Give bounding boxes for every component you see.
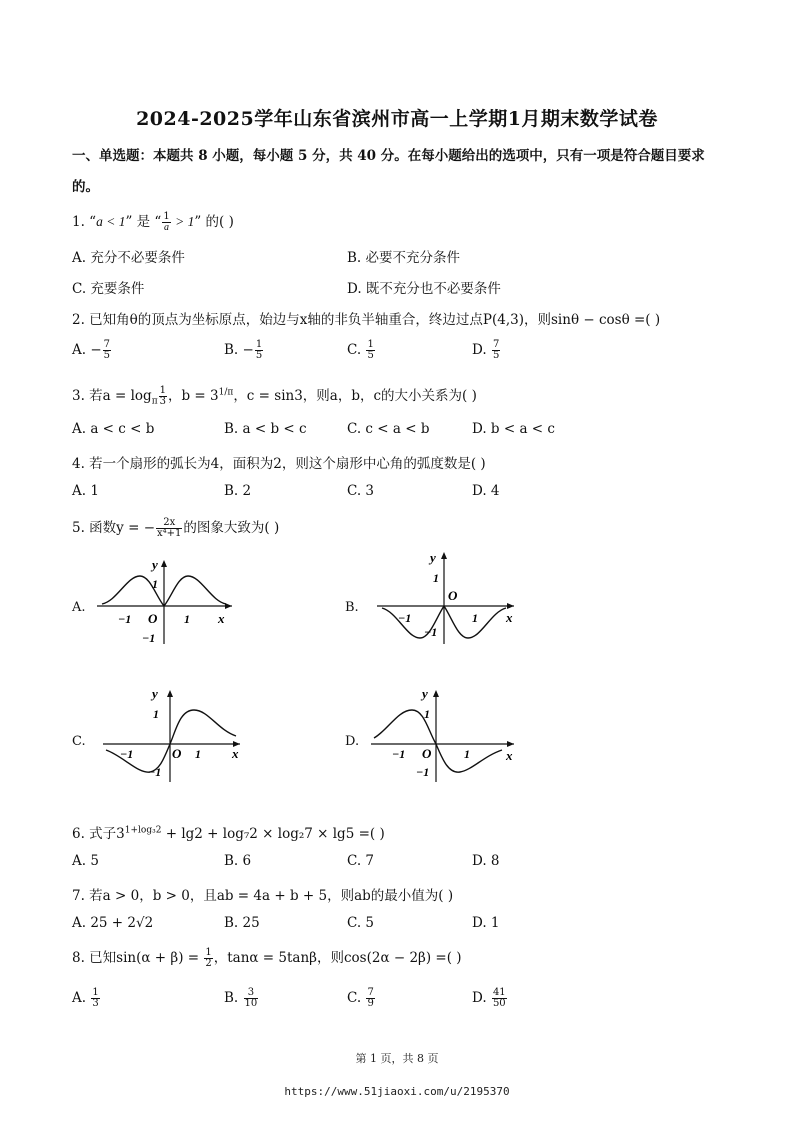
q3-option-a: A. a < c < b [72, 421, 155, 437]
graph-a-x-arrow [225, 603, 232, 609]
question-8 [72, 946, 462, 969]
q2-a-num: 7 [103, 339, 111, 350]
q8-frac-num: 1 [205, 947, 212, 958]
q1-text-pre: 1. “ [72, 214, 97, 230]
graph-b-x-arrow [507, 603, 514, 609]
question-4: 4. 若一个扇形的弧长为4，面积为2，则这个扇形中心角的弧度数是( ) [72, 456, 486, 472]
graph-c-y-label: y [152, 686, 158, 701]
graph-c-y-arrow [167, 690, 173, 697]
graph-d-x-label: x [506, 748, 513, 763]
graph-b [372, 546, 522, 646]
graph-a-y-label: y [152, 557, 158, 572]
q8-d-den: 50 [492, 998, 506, 1009]
graph-label-c: C. [72, 734, 86, 749]
q7-option-a: A. 25 + 2√2 [72, 915, 154, 931]
q8-a-den: 3 [92, 998, 99, 1009]
q4-option-c: C. 3 [347, 483, 375, 499]
q8-d-label: D. [472, 990, 491, 1006]
q8-b-frac [244, 988, 259, 1009]
q3-frac-num: 1 [159, 385, 166, 396]
q2-d-num: 7 [492, 339, 500, 350]
q4-option-a: A. 1 [72, 483, 99, 499]
section-header-line2: 的。 [72, 179, 99, 195]
graph-label-b: B. [345, 600, 359, 615]
q2-d-frac [492, 340, 500, 361]
q5-frac-num: 2x [156, 518, 182, 529]
q7-option-d: D. 1 [472, 915, 500, 931]
q2-b-label: B. − [224, 342, 254, 358]
section-header-line1: 一、单选题：本题共 8 小题，每小题 5 分，共 40 分。在每小题给出的选项中，只有一项是符合题目要求 [72, 148, 705, 164]
question-6 [72, 822, 385, 842]
q8-c-frac [366, 988, 374, 1009]
graph-d-x-one: 1 [464, 747, 470, 761]
graph-c-x-label: x [232, 746, 239, 761]
q4-option-d: D. 4 [472, 483, 500, 499]
q8-c-num: 7 [367, 987, 374, 998]
graph-b-y-label: y [430, 550, 436, 565]
q1-condition: a < 1 [96, 214, 126, 229]
q6-text-post: + lg2 + log₇2 × log₂7 × lg5 =( ) [161, 826, 385, 842]
graph-d-y-one: 1 [424, 707, 430, 721]
q2-b-den: 5 [255, 350, 263, 361]
q8-b-num: 3 [244, 988, 259, 999]
q3-fraction [159, 386, 167, 407]
q2-a-label: A. − [72, 342, 102, 358]
graph-a-x-neg-one: −1 [118, 612, 132, 626]
q8-a-num: 1 [92, 987, 99, 998]
q7-option-b: B. 25 [224, 915, 260, 931]
q2-option-a [72, 340, 112, 361]
q2-b-frac [255, 340, 263, 361]
q1-option-b: B. 必要不充分条件 [347, 250, 461, 266]
graph-d-y-arrow [433, 690, 439, 697]
q8-d-num: 41 [492, 987, 506, 998]
q5-text-pre: 5. 函数y = − [72, 520, 156, 536]
question-7: 7. 若a > 0，b > 0，且ab = 4a + b + 5，则ab的最小值为( ) [72, 888, 454, 904]
q2-c-den: 5 [367, 350, 374, 361]
q8-b-label: B. [224, 990, 243, 1006]
graph-a-y-arrow [161, 560, 167, 567]
q3-option-b: B. a < b < c [224, 421, 307, 437]
q7-option-c: C. 5 [347, 915, 375, 931]
graph-b-y-arrow [441, 552, 447, 559]
graph-c-x-neg-one: −1 [120, 747, 134, 761]
q3-text-mid: ，b = 3 [168, 388, 219, 404]
graph-b-y-neg-one: −1 [424, 625, 438, 639]
page-footer: 第 1 页，共 8 页 [355, 1052, 439, 1065]
q8-a-frac [91, 988, 99, 1009]
q6-option-d: D. 8 [472, 853, 500, 869]
q5-text-post: 的图象大致为( ) [183, 520, 280, 536]
q2-option-b [224, 340, 264, 361]
q8-d-frac [492, 988, 507, 1009]
q5-frac-den: x⁴+1 [157, 528, 182, 539]
q3-frac-den: 3 [159, 396, 166, 407]
graph-a-origin: O [148, 611, 158, 626]
graph-d-curve [374, 710, 502, 772]
q8-c-label: C. [347, 990, 366, 1006]
graph-b-x-neg-one: −1 [398, 611, 412, 625]
q3-log-base: π [151, 396, 158, 407]
q1-frac-num: 1 [163, 211, 170, 222]
graph-a-y-neg-one: −1 [142, 631, 156, 645]
q4-option-b: B. 2 [224, 483, 252, 499]
graph-d [366, 684, 522, 784]
graph-c-y-one: 1 [153, 707, 159, 721]
q2-a-frac [103, 340, 111, 361]
q3-text-post: ，c = sin3，则a，b，c的大小关系为( ) [233, 388, 477, 404]
watermark-url: https://www.51jiaoxi.com/u/2195370 [284, 1085, 510, 1098]
graph-a-x-one: 1 [184, 612, 190, 626]
graph-c [98, 684, 248, 784]
graph-d-y-label: y [422, 686, 428, 701]
graph-label-d: D. [345, 734, 360, 749]
q3-option-d: D. b < a < c [472, 421, 555, 437]
q1-option-d: D. 既不充分也不必要条件 [347, 281, 501, 297]
q1-option-a: A. 充分不必要条件 [72, 250, 185, 266]
q1-gt: > 1 [171, 214, 195, 229]
q8-c-den: 9 [367, 998, 374, 1009]
q8-text-pre: 8. 已知sin(α + β) = [72, 950, 204, 966]
graph-label-a: A. [72, 600, 86, 615]
q6-option-b: B. 6 [224, 853, 252, 869]
q3-text-pre: 3. 若a = log [72, 388, 152, 404]
q8-option-b [224, 988, 259, 1009]
q8-fraction [204, 948, 212, 969]
q2-d-label: D. [472, 342, 491, 358]
q2-d-den: 5 [492, 350, 500, 361]
graph-b-x-one: 1 [472, 611, 478, 625]
q8-option-d [472, 988, 508, 1009]
q6-exponent: 1+log₃2 [124, 825, 162, 836]
graph-d-x-arrow [507, 741, 514, 747]
q6-option-c: C. 7 [347, 853, 375, 869]
q8-option-c [347, 988, 376, 1009]
q2-c-frac [366, 340, 374, 361]
q6-option-a: A. 5 [72, 853, 99, 869]
graph-d-y-neg-one: −1 [416, 765, 430, 779]
question-1 [72, 210, 234, 233]
q8-option-a [72, 988, 101, 1009]
question-3 [72, 384, 477, 407]
page-title: 2024-2025学年山东省滨州市高一上学期1月期末数学试卷 [136, 108, 658, 130]
question-5 [72, 516, 279, 539]
q8-a-label: A. [72, 990, 91, 1006]
q2-b-num: 1 [255, 339, 263, 350]
q1-frac-den: a [164, 222, 170, 233]
q2-option-d [472, 340, 501, 361]
graph-d-origin: O [422, 746, 432, 761]
q3-option-c: C. c < a < b [347, 421, 430, 437]
graph-c-y-neg-one: −1 [148, 765, 162, 779]
graph-b-y-one: 1 [433, 571, 439, 585]
q8-b-den: 10 [244, 998, 258, 1009]
q1-text-mid: ” 是 “ [125, 214, 162, 230]
q8-text-post: ，tanα = 5tanβ，则cos(2α − 2β) =( ) [213, 950, 462, 966]
q8-frac-den: 2 [205, 958, 212, 969]
graph-c-x-one: 1 [195, 747, 201, 761]
graph-a-x-label: x [218, 611, 225, 626]
q5-fraction [156, 518, 182, 539]
q2-a-den: 5 [103, 350, 111, 361]
graph-a [92, 556, 242, 646]
graph-d-x-neg-one: −1 [392, 747, 406, 761]
q3-exponent: 1/π [218, 387, 234, 398]
graph-b-origin: O [448, 588, 458, 603]
graph-c-curve [106, 710, 236, 772]
q2-c-label: C. [347, 342, 366, 358]
q1-fraction [162, 212, 170, 233]
q6-text-pre: 6. 式子3 [72, 826, 125, 842]
q1-text-post: ” 的( ) [194, 214, 234, 230]
q2-c-num: 1 [367, 339, 374, 350]
graph-c-origin: O [172, 746, 182, 761]
q2-option-c [347, 340, 376, 361]
question-2: 2. 已知角θ的顶点为坐标原点，始边与x轴的非负半轴重合，终边过点P(4,3)，则sinθ − cosθ =( ) [72, 312, 661, 328]
q1-option-c: C. 充要条件 [72, 281, 145, 297]
graph-a-y-one: 1 [152, 577, 158, 591]
graph-b-x-label: x [506, 610, 513, 625]
